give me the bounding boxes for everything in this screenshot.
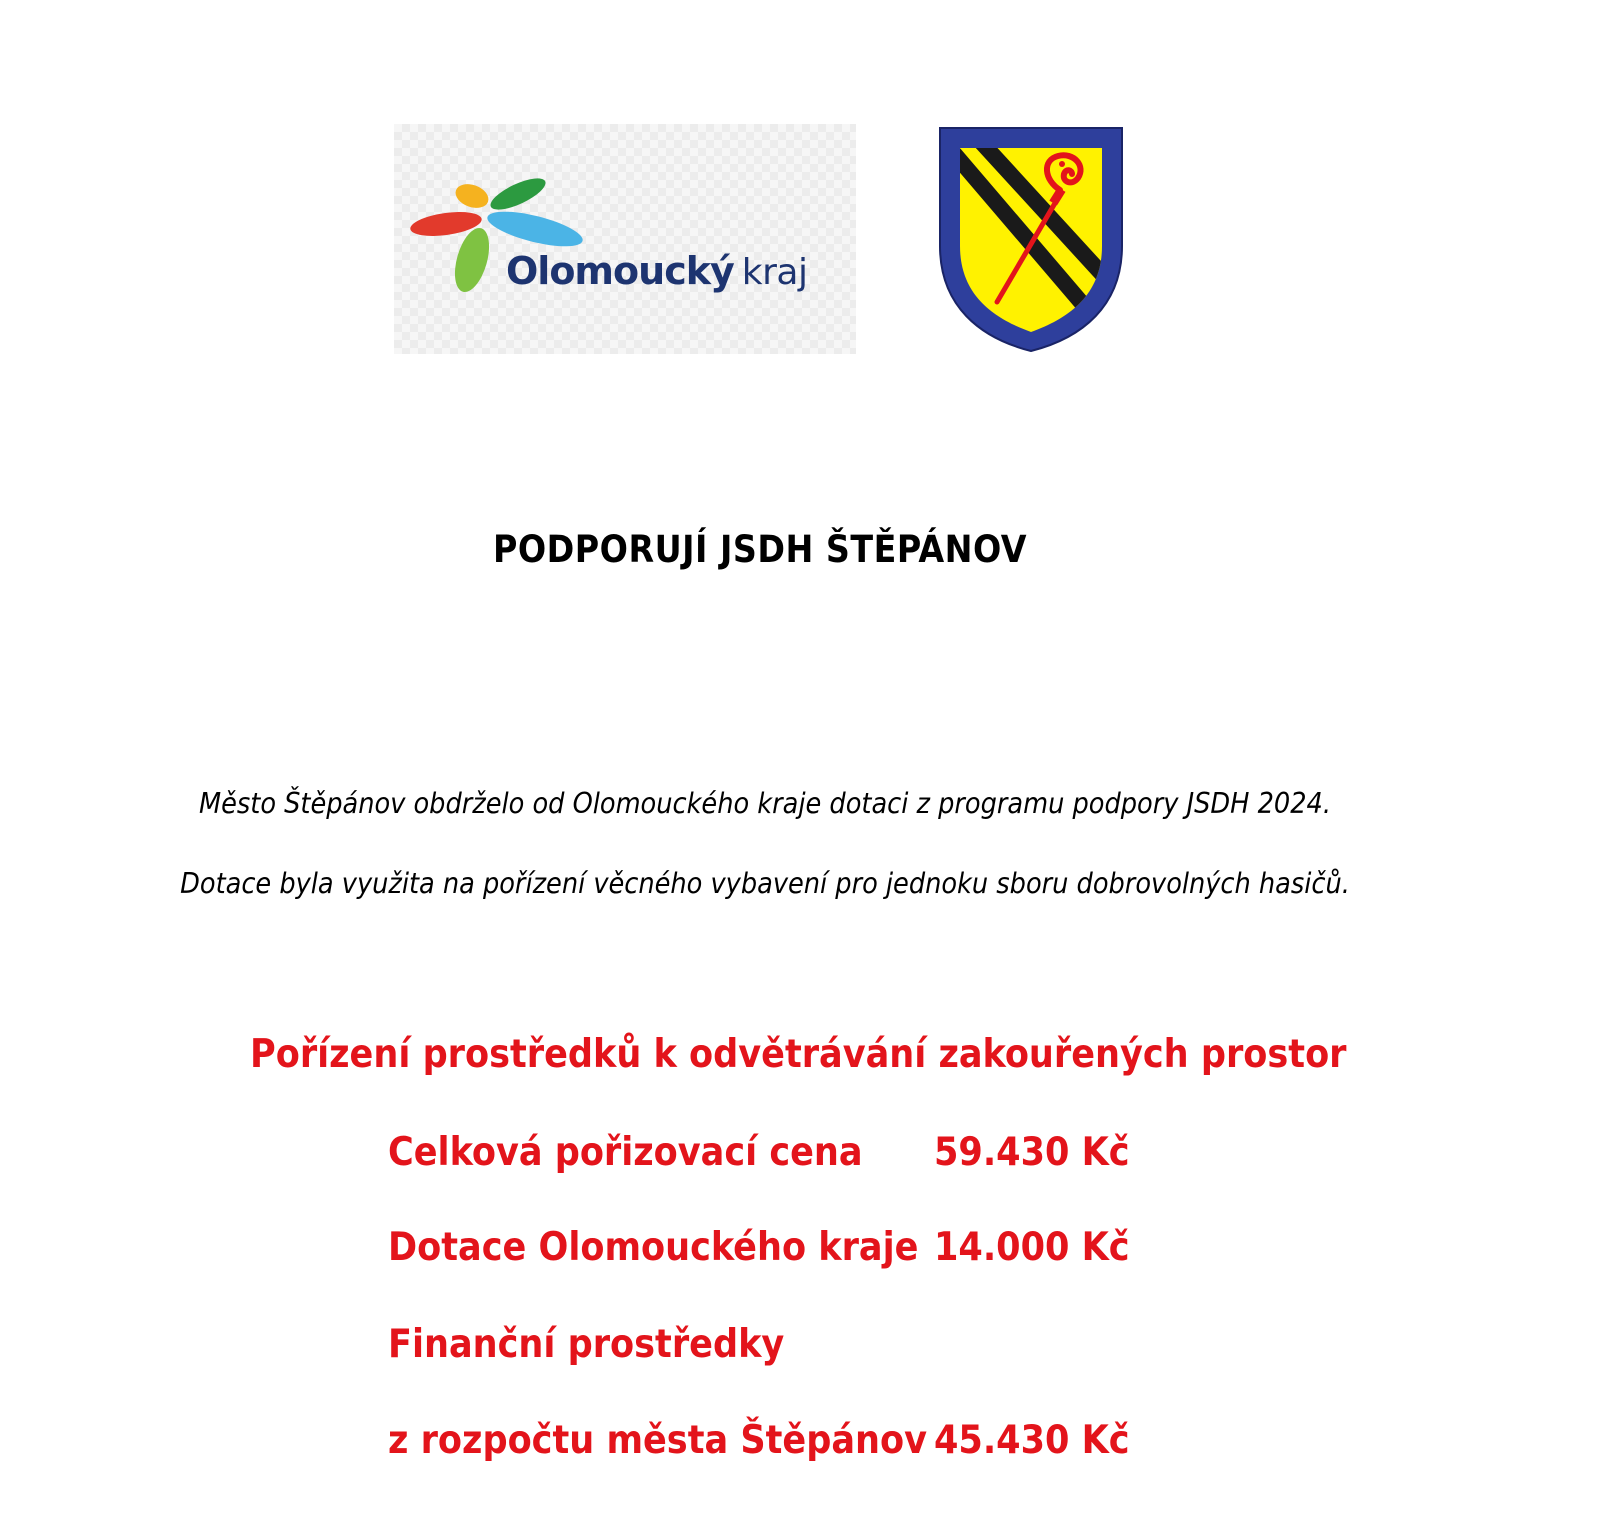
total-price-label: Celková pořizovací cena [388, 1130, 863, 1175]
region-subsidy-label: Dotace Olomouckého kraje [388, 1225, 919, 1270]
wordmark-bold: Olomoucký [506, 249, 734, 293]
shield-with-crosier-icon [938, 126, 1124, 352]
olomoucky-kraj-logo [394, 124, 856, 354]
region-wordmark [506, 249, 808, 293]
wordmark-light: kraj [741, 252, 808, 293]
page-headline: PODPORUJÍ JSDH ŠTĚPÁNOV [492, 528, 1028, 571]
total-price-value: 59.430 Kč [934, 1130, 1130, 1175]
town-budget-value: 45.430 Kč [934, 1418, 1130, 1463]
region-subsidy-value: 14.000 Kč [934, 1225, 1130, 1270]
purpose-paragraph: Dotace byla využita na pořízení věcného vybavení pro jednoku sboru dobrovolných hasičů. [180, 867, 1350, 900]
town-budget-label: z rozpočtu města Štěpánov [388, 1418, 927, 1463]
intro-paragraph: Město Štěpánov obdrželo od Olomouckého kraje dotaci z programu podpory JSDH 2024. [199, 787, 1331, 820]
town-funds-label: Finanční prostředky [388, 1322, 785, 1367]
project-title: Pořízení prostředků k odvětrávání zakouřených prostor [250, 1032, 1347, 1077]
flower-logo-icon [394, 124, 856, 354]
